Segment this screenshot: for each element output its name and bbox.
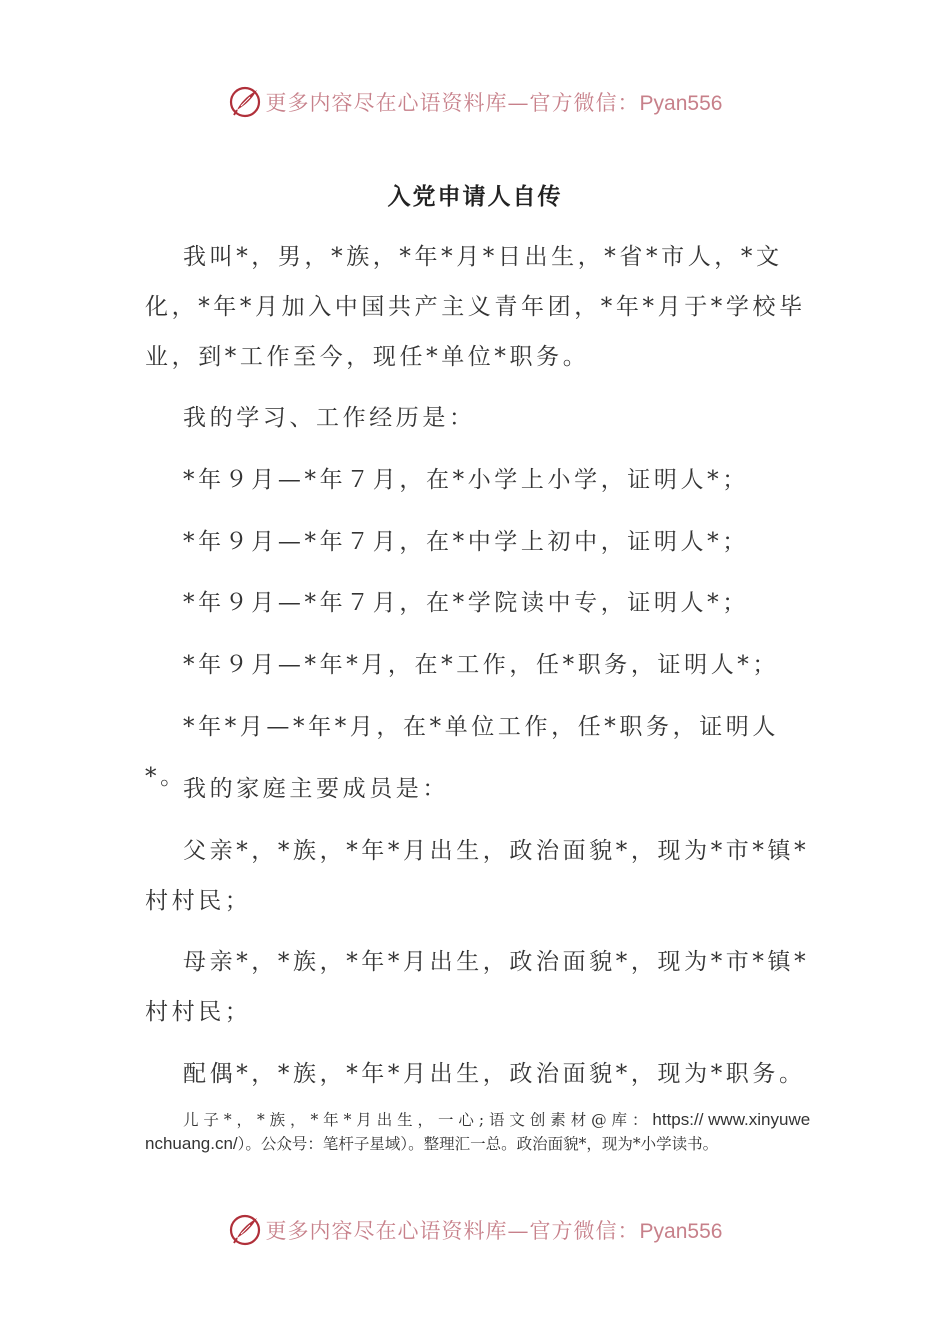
footer-banner	[0, 1208, 950, 1252]
paragraph-history-3: *年９月—*年７月，在*学院读中专，证明人*；	[183, 590, 749, 616]
document-title: 入党申请人自传	[387, 183, 563, 210]
banner-text: 更多内容尽在心语资料库—官方微信：Pyan556	[265, 91, 723, 115]
paragraph-spouse: 配偶*，*族，*年*月出生，政治面貌*，现为*职务。	[183, 1061, 806, 1087]
paragraph-intro: 我叫*，男，*族，*年*月*日出生，*省*市人，*文化，*年*月加入中国共产主义青年团，*年*月于*学校毕业，到*工作至今，现任*单位*职务。	[145, 244, 806, 370]
paragraph-child: 儿 子 * ， * 族 ， * 年 * 月 出 生 ， 一 心 ; 语 文 创 素 材 @ 库 ： https:// www.xinyuwenchuang.cn/）。公众号：笔杆子星域）。整理汇一总。政治面貌*，现为*小学读书。	[145, 1110, 811, 1153]
paragraph-history-4: *年９月—*年*月，在*工作，任*职务，证明人*；	[183, 652, 779, 678]
banner-text: 更多内容尽在心语资料库—官方微信：Pyan556	[265, 1219, 723, 1243]
header-banner	[0, 80, 950, 124]
quill-logo-icon	[228, 1213, 262, 1247]
quill-logo-icon	[228, 85, 262, 119]
source-url: https:// www.xinyuwenchuang.cn/	[145, 1110, 811, 1153]
paragraph-study-heading: 我的学习、工作经历是：	[183, 405, 476, 431]
paragraph-history-1: *年９月—*年７月，在*小学上小学，证明人*；	[183, 467, 749, 493]
paragraph-family-heading: 我的家庭主要成员是：	[183, 776, 449, 802]
paragraph-history-2: *年９月—*年７月，在*中学上初中，证明人*；	[183, 529, 749, 555]
paragraph-father: 父亲*，*族，*年*月出生，政治面貌*，现为*市*镇*村村民；	[145, 838, 810, 914]
paragraph-history-5: *年*月—*年*月，在*单位工作，任*职务，证明人*。	[145, 714, 779, 790]
paragraph-mother: 母亲*，*族，*年*月出生，政治面貌*，现为*市*镇*村村民；	[145, 949, 810, 1025]
